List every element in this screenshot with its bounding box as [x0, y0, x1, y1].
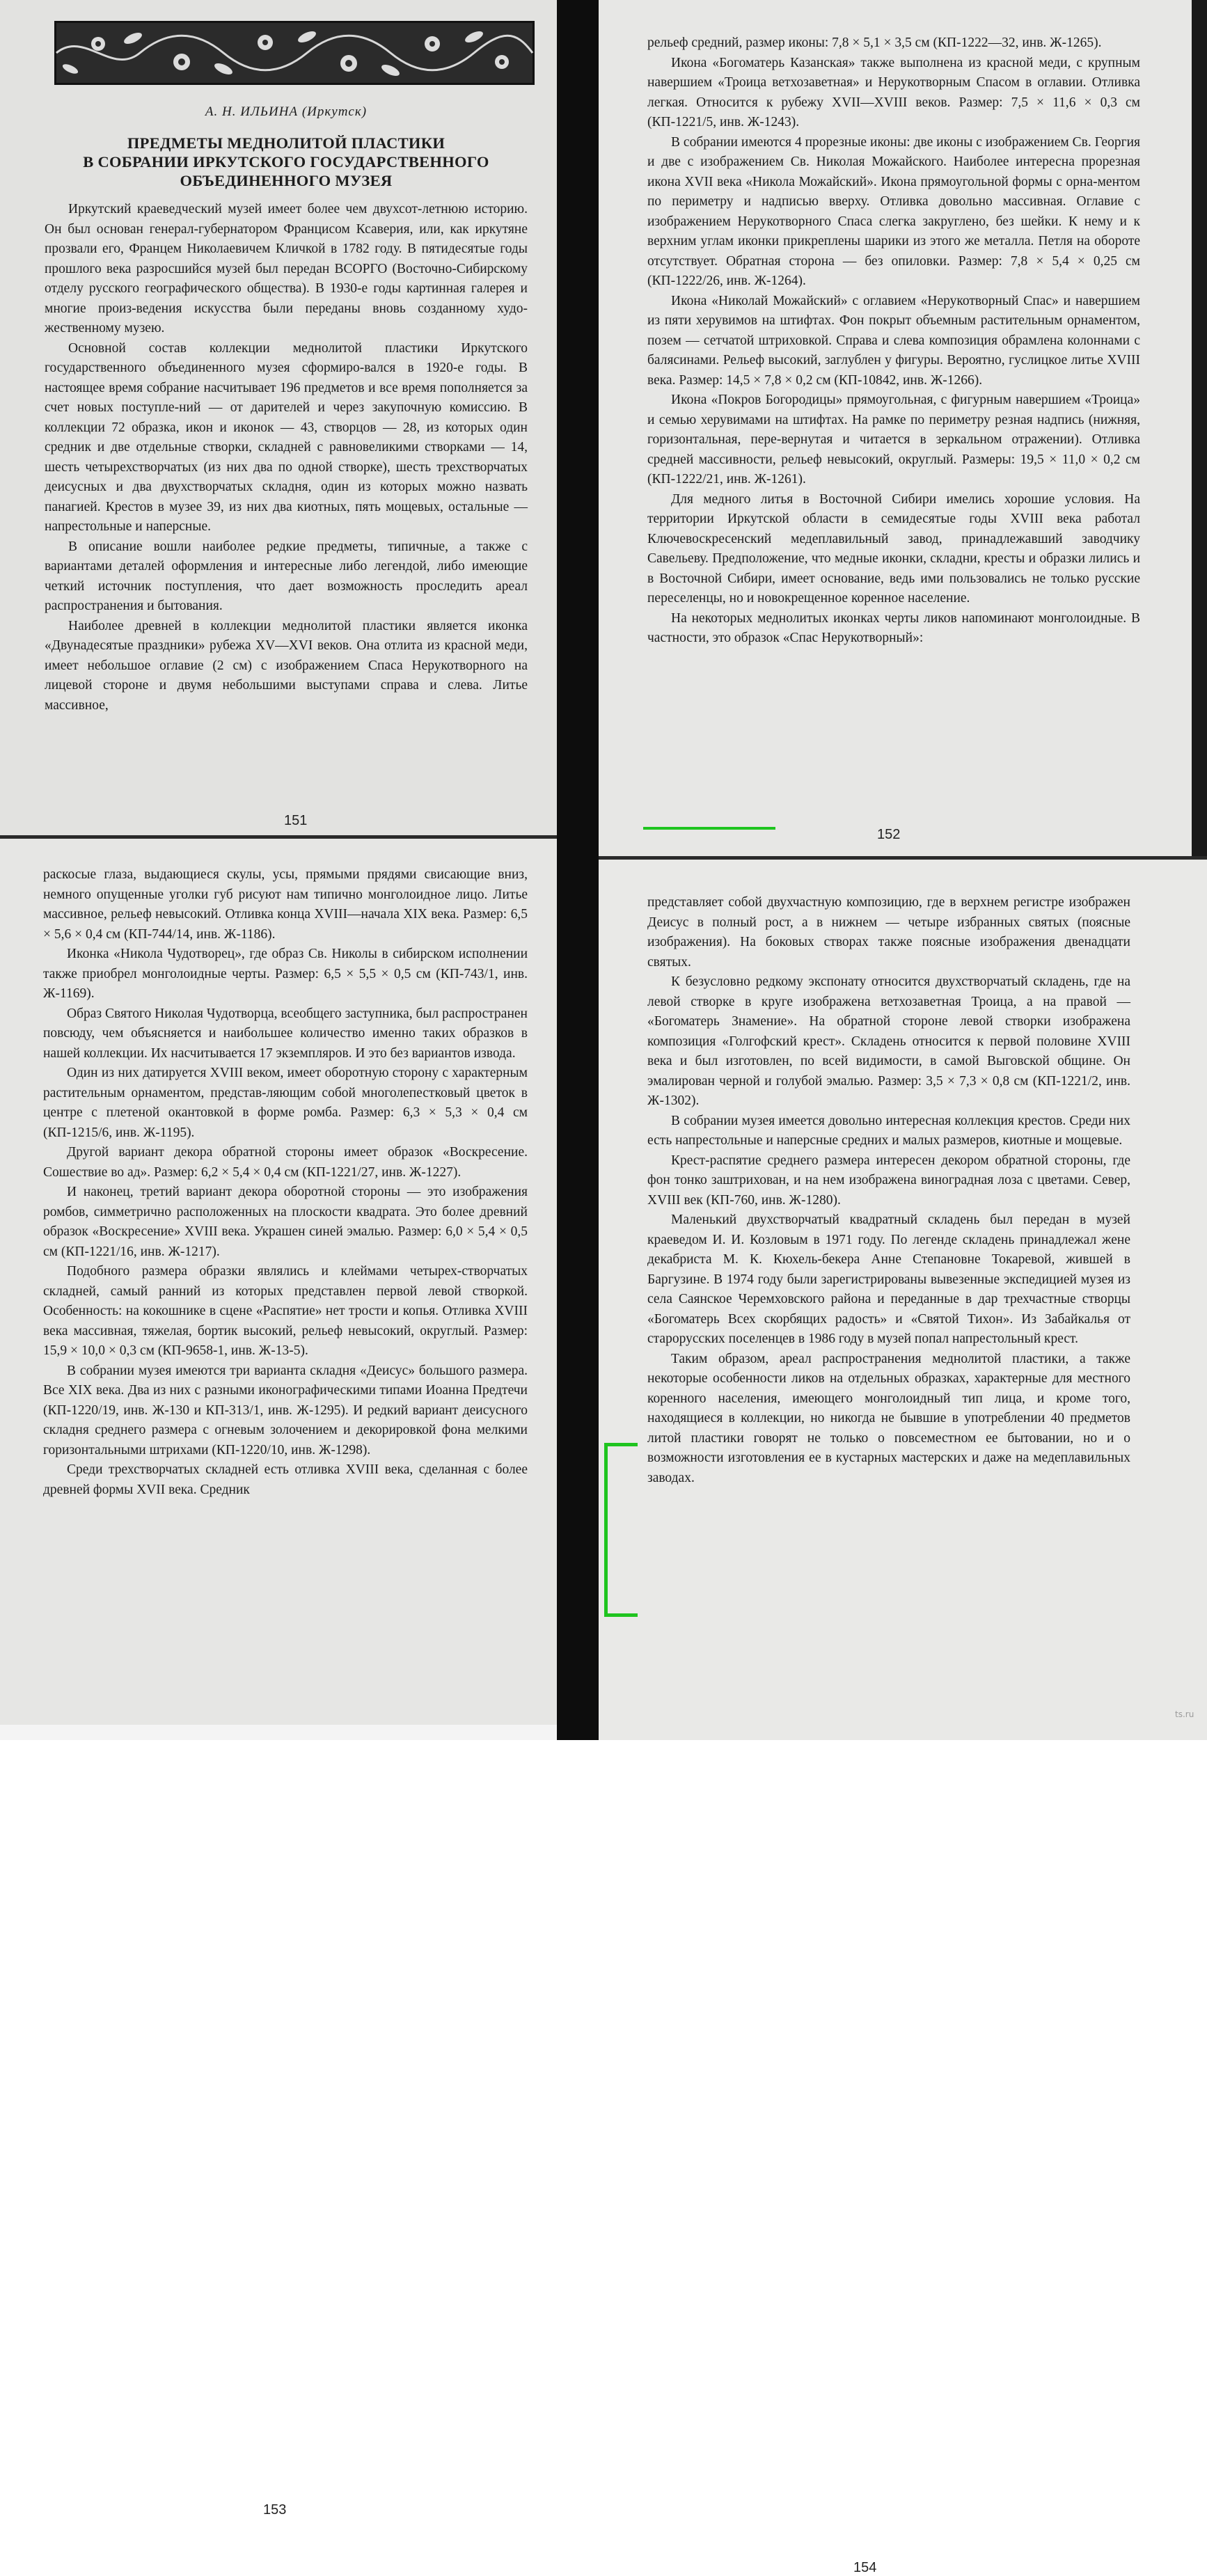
floral-ornament-header	[54, 21, 535, 85]
paragraph: И наконец, третий вариант декора оборотной стороны — это изображения ромбов, симметрично расположенных на плоскости квадрата. Это более древний образок «Воскресение» XVIII века. Украшен синей эмалью. Размер: 6,0 × 5,4 × 0,5 см (КП-1221/16, инв. Ж-1217).	[43, 1185, 528, 1259]
paragraph: В описание вошли наиболее редкие предметы, типичные, а также с вариантами деталей оформления и интересные либо легендой, либо имеющие четкий источник поступления, что дает возможность проследить ареал распространения и бытования.	[45, 539, 528, 613]
paragraph: Подобного размера образки являлись и клеймами четырех-створчатых складней, самый ранний из которых представлен первой левой створкой. Особенность: на кокошнике в сцене «Распятие» нет трости и копья. Отливка XVIII века массивная, тяжелая, бортик высокий, рельеф невысокий, округлый. Размер: 15,9 × 10,0 × 0,3 см (КП-9658-1, инв. Ж-13-5).	[43, 1264, 528, 1358]
paragraph: В собрании имеются 4 прорезные иконы: две иконы с изображением Св. Георгия и две с изображением Св. Николая Можайского. Наиболее интересна прорезная икона XVII века «Никола Можайский». Икона прямоугольной формы с орна-ментом по периметру и надписью вверху. Отливка довольно массивная. Оглавие с изображением Нерукотворного Спаса слегка закруглено, без шейки. К нему и к верхним углам иконки прикреплены шарики из этого же металла. Петля на обороте отсутствует. Обратная сторона — без опиловки. Размер: 7,8 × 5,4 × 0,25 см (КП-1222/26, инв. Ж-1264).	[647, 134, 1140, 288]
article-title-line: ОБЪЕДИНЕННОГО МУЗЕЯ	[180, 172, 393, 189]
scan-gutter-horizontal-right	[599, 856, 1207, 860]
article-title	[45, 134, 528, 190]
paragraph: Образ Святого Николая Чудотворца, всеобщего заступника, был распространен повсюду, чем объясняется и наибольшее количество именно таких образков в нашей коллекции. Их насчитывается 17 экземпляров. И это без вариантов извода.	[43, 1006, 528, 1061]
paragraph: Один из них датируется XVIII веком, имеет оборотную сторону с характерным растительным орнаментом, представ-ляющим собой многолепестковый цветок в центре с плетеной окантовкой в форме ромба. Размер: 6,3 × 5,3 × 0,4 см (КП-1215/6, инв. Ж-1195).	[43, 1066, 528, 1140]
paragraph: Для медного литья в Восточной Сибири имелись хорошие условия. На территории Иркутской области в семидесятые годы XVIII века работал Ключевоскресенский медеплавильный завод, принадлежавший заводчику Савельеву. Предположение, что медные иконки, складни, кресты и образки лились и в Восточной Сибири, имеет основание, ведь ими пользовались не только русские переселенцы, но и новокрещенное коренное население.	[647, 491, 1140, 606]
paragraph-continued: представляет собой двухчастную композицию, где в верхнем регистре изображен Деисус в полный рост, а в нижнем — четыре избранных святых (поясные изображения). На боковых створах также поясные изображения двенадцати святых.	[647, 895, 1130, 970]
paragraph: Икона «Николай Можайский» с оглавием «Нерукотворный Спас» и навершием из пяти херувимов на штифтах. Фон покрыт объемным растительным орнаментом, позем — сетчатой штриховкой. Справа и слева композиция обрамлена колоннами с балясинами. Рельеф высокий, заглублен у фигуры. Вероятно, гуслицкое литье XVIII века. Размер: 14,5 × 7,8 × 0,2 см (КП-10842, инв. Ж-1266).	[647, 293, 1140, 388]
paragraph-continued: рельеф средний, размер иконы: 7,8 × 5,1 × 3,5 см (КП-1222—32, инв. Ж-1265).	[647, 35, 1102, 50]
scan-edge-right	[1192, 0, 1207, 856]
paragraph: Среди трехстворчатых складней есть отливка XVIII века, сделанная с более древней формы XVII века. Средник	[43, 1462, 528, 1497]
page-154	[599, 860, 1207, 2575]
article-title-line: В СОБРАНИИ ИРКУТСКОГО ГОСУДАРСТВЕННОГО	[83, 153, 489, 171]
paragraph: Наиболее древней в коллекции меднолитой пластики является иконка «Двунадесятые праздники» рубежа XV—XVI веков. Она отлита из красной меди, имеет небольшое оглавие (2 см) с изображением Спаса Нерукотворного на лицевой стороне и двумя небольшими выступами справа и слева. Литье массивное,	[45, 618, 528, 713]
page-152	[599, 0, 1207, 856]
paragraph: Другой вариант декора обратной стороны имеет образок «Воскресение. Сошествие во ад». Размер: 6,2 × 5,4 × 0,4 см (КП-1221/27, инв. Ж-1227).	[43, 1145, 528, 1180]
green-underline-annotation	[643, 827, 775, 830]
paragraph: Икона «Богоматерь Казанская» также выполнена из красной меди, с крупным навершием «Троица ветхозаветная» и Нерукотворным Спасом в оглавии. Отливка легкая. Относится к рубежу XVII—XVIII веков. Размер: 7,5 × 11,6 × 0,3 см (КП-1221/5, инв. Ж-1243).	[647, 55, 1140, 129]
page-154-body	[647, 893, 1130, 1488]
page-number: 151	[284, 813, 308, 828]
paragraph-continued: раскосые глаза, выдающиеся скулы, усы, прямыми прядями свисающие вниз, немного опущенные уголки губ рисуют нам типично монголоидное лицо. Литье массивное, рельеф невысокий. Отливка конца XVIII—начала XIX века. Размер: 6,5 × 5,6 × 0,4 см (КП-744/14, инв. Ж-1186).	[43, 867, 528, 942]
paragraph: Крест-распятие среднего размера интересен декором обратной стороны, где фон тонко заштрихован, и на нем изображена виноградная лоза с цветами. Север, XVIII век (КП-760, инв. Ж-1280).	[647, 1153, 1130, 1208]
article-author: А. Н. ИЛЬИНА (Иркутск)	[205, 104, 368, 119]
paragraph: На некоторых меднолитых иконках черты ликов напоминают монголоидные. В частности, это образок «Спас Нерукотворный»:	[647, 610, 1140, 645]
page-151-body	[45, 200, 528, 716]
paragraph: Икона «Покров Богородицы» прямоугольная, с фигурным навершием «Троица» и семью херувимами на штифтах. На рамке по периметру резная надпись (нижняя, горизонтальная, пере-вернутая и читается в зеркальном отражении). Отливка средней массивности, рельеф невысокий, округлый. Размеры: 19,5 × 11,0 × 0,2 см (КП-1222/21, инв. Ж-1261).	[647, 393, 1140, 487]
scan-gutter-vertical	[557, 0, 599, 1740]
paragraph: Маленький двухстворчатый квадратный складень был передан в музей краеведом И. И. Козловым в 1971 году. По легенде складень принадлежал жене декабриста М. К. Кюхель-бекера Анне Степановне Токаревой, жившей в Баргузине. В 1974 году были зарегистрированы вывезенные экспедицией музея из села Саянское Черемховского района и переданные в дар трехчастные створцы «Богоматерь Всех скорбящих радость» и «Святой Тихон». Из Забайкалья от старорусских поселенцев в 1986 году в музей попал напрестольный крест.	[647, 1212, 1130, 1346]
page-number: 152	[877, 827, 901, 842]
page-153	[0, 839, 557, 2518]
paragraph: К безусловно редкому экспонату относится двухстворчатый складень, где на левой створке в круге изображена ветхозаветная Троица, а на правой — «Богоматерь Знамение». На обратной стороне левой створки изображена композиция «Голгофский крест». Складень относится к первой половине XVIII века и был изготовлен, по всей видимости, в самой Выговской общине. Он эмалирован черной и голубой эмалью. Размер: 3,5 × 7,3 × 0,8 см (КП-1221/2, инв. Ж-1302).	[647, 974, 1130, 1108]
page-152-body	[647, 0, 1140, 649]
scan-edge-bottom	[0, 1725, 557, 1740]
page-153-body	[43, 865, 528, 1500]
page-151	[0, 0, 557, 835]
scan-gutter-horizontal-left	[0, 835, 557, 839]
paragraph: Основной состав коллекции меднолитой пластики Иркутского государственного объединенного музея сформиро-вался в 1920-е годы. В настоящее время собрание насчитывает 196 предметов и все время пополняется за счет новых поступле-ний — от дарителей и через закупочную комиссию. В коллекции 72 образка, икон и иконок — 43, створцов — 28, из которых один средник и две отдельные створки, складней с равновеликими створками — 14, шесть четырехстворчатых (из них два по одной створке), шесть трехстворчатых деисусных и два двухстворчатых складня, один из которых можно назвать панагией. Крестов в музее 39, из них два киотных, пять мощевых, остальные — напрестольные и наперсные.	[45, 340, 528, 534]
green-bracket-annotation	[604, 1443, 638, 1617]
source-watermark: ts.ru	[1175, 1709, 1194, 1719]
floral-ornament-graphic	[56, 23, 532, 83]
paragraph: Иркутский краеведческий музей имеет более чем двухсот-летнюю историю. Он был основан генерал-губернатором Францисом Ксаверия, или, как иркутяне прозвали его, Францем Николаевичем Кличкой в 1782 году. В пятидесятые годы прошлого века разросшийся музей был передан ВСОРГО (Восточно-Сибирскому отделу русского географического общества). В 1930-е годы картинная галерея и многие произ-ведения искусства были переданы вновь созданному худо-жественному музею.	[45, 202, 528, 335]
page-number: 153	[263, 2502, 287, 2518]
paragraph: В собрании музея имеется довольно интересная коллекция крестов. Среди них есть напрестольные и наперсные средних и малых размеров, киотные и мощевые.	[647, 1113, 1130, 1148]
paragraph: Таким образом, ареал распространения меднолитой пластики, а также некоторые особенности ликов на отдельных образках, характерные для местного коренного населения, имеющего монголоидный тип лица, и кроме того, находящиеся в коллекции, но никогда не бывшие в употреблении 40 предметов литой пластики говорят не только о повсеместном ее бытовании, но и о возможности изготовления ее в кустарных мастерских и даже на медеплавильных заводах.	[647, 1351, 1130, 1485]
paragraph: В собрании музея имеются три варианта складня «Деисус» большого размера. Все XIX века. Два из них с разными иконографическими типами Иоанна Предтечи (КП-1220/19, инв. Ж-130 и КП-313/1, инв. Ж-1295). И редкий вариант деисусного складня среднего размера с огневым золочением и декорировкой фона мелкими горизонтальными штрихами (КП-1220/10, инв. Ж-1298).	[43, 1363, 528, 1457]
page-number: 154	[853, 2560, 877, 2575]
paragraph: Иконка «Никола Чудотворец», где образ Св. Николы в сибирском исполнении также приобрел монголоидные черты. Размер: 6,5 × 5,5 × 0,5 см (КП-743/1, инв. Ж-1169).	[43, 947, 528, 1001]
article-title-line: ПРЕДМЕТЫ МЕДНОЛИТОЙ ПЛАСТИКИ	[127, 134, 445, 152]
